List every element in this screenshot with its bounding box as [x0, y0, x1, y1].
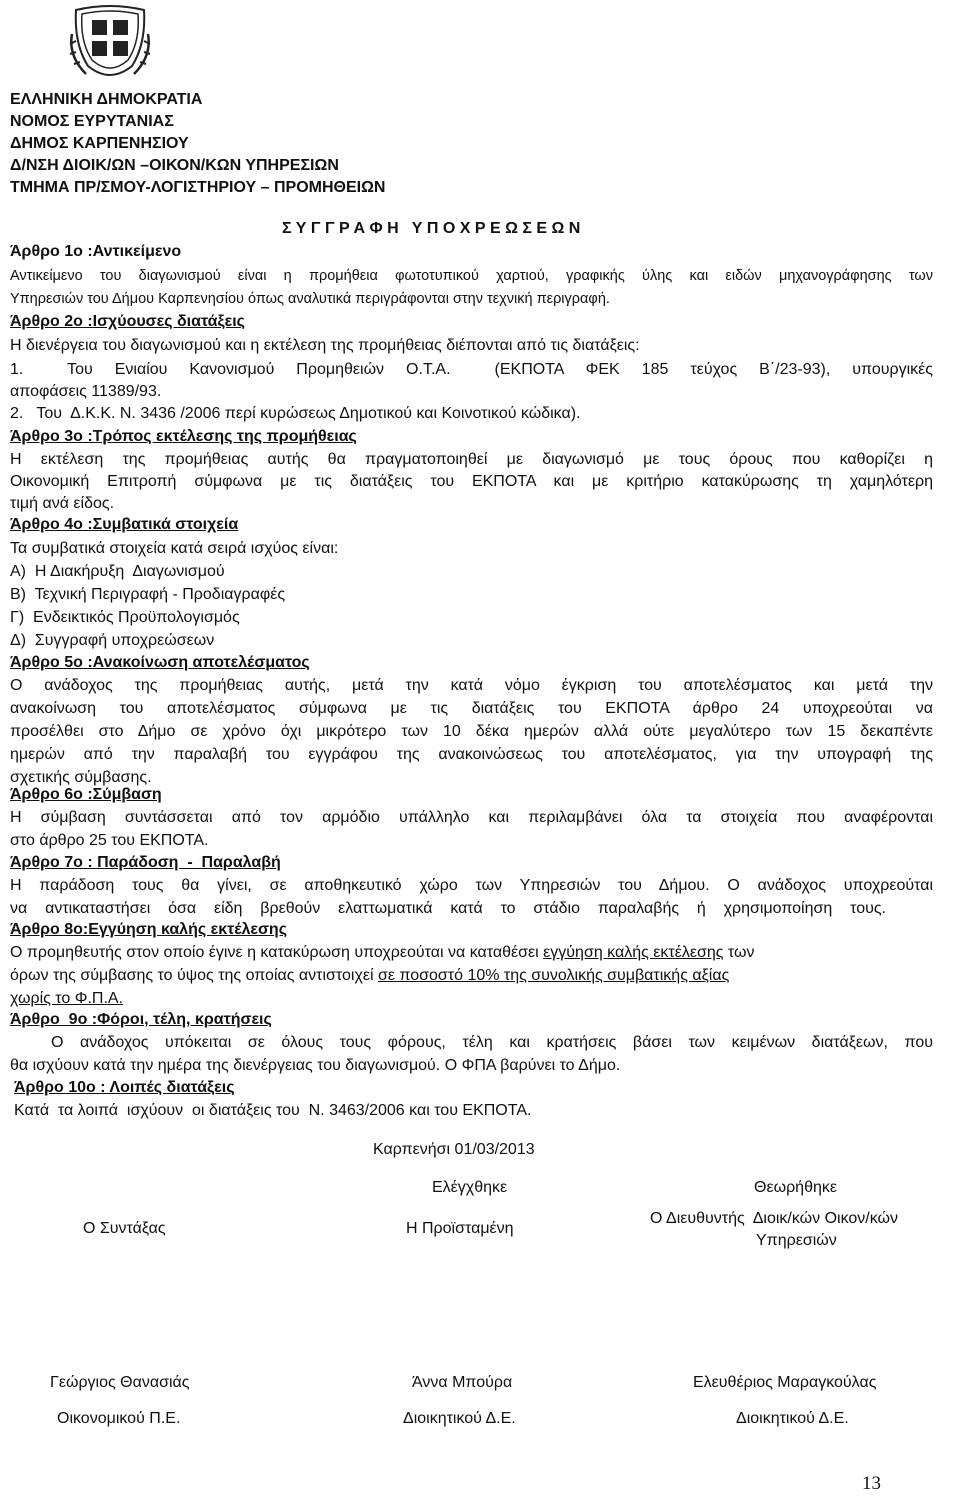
performance-guarantee-text: εγγύηση καλής εκτέλεσης: [543, 944, 724, 961]
article-8-line-1: [10, 944, 755, 962]
contract-item-c: Γ) Ενδεικτικός Προϋπολογισμός: [10, 609, 240, 626]
checked-caption: Ελέγχθηκε: [432, 1179, 508, 1196]
article-2-line-2: 1. Του Ενιαίου Κανονισμού Προμηθειών Ο.Τ.Α. (ΕΚΠΟΤΑ ΦΕΚ 185 τεύχος Β΄/23-93), υπουργικές: [10, 361, 933, 378]
header-line-1: ΕΛΛΗΝΙΚΗ ΔΗΜΟΚΡΑΤΙΑ: [10, 91, 203, 108]
article-5-line-2: ανακοίνωση του αποτελέσματος σύμφωνα με τις διατάξεις του ΕΚΠΟΤΑ άρθρο 24 υποχρεούται να: [10, 700, 933, 717]
article-6-line-1: Η σύμβαση συντάσσεται από τον αρμόδιο υπάλληλο και περιλαμβάνει όλα τα στοιχεία που αναφέρονται: [10, 809, 933, 826]
article-3-line-2: Οικονομική Επιτροπή σύμφωνα με τις διατάξεις του ΕΚΠΟΤΑ και με κριτήριο κατακύρωσης τη χαμηλότερη: [10, 473, 933, 490]
article-1-heading: Άρθρο 1ο :Αντικείμενο: [10, 243, 182, 260]
article-9-line-1: Ο ανάδοχος υπόκειται σε όλους τους φόρους, τέλη και κρατήσεις βάσει των κειμένων διατάξεων, που: [51, 1034, 933, 1051]
head-name: Άννα Μπούρα: [412, 1374, 513, 1391]
contract-item-b: Β) Τεχνική Περιγραφή - Προδιαγραφές: [10, 586, 286, 603]
header-line-5: ΤΜΗΜΑ ΠΡ/ΣΜΟΥ-ΛΟΓΙΣΤΗΡΙΟΥ – ΠΡΟΜΗΘΕΙΩΝ: [10, 179, 386, 196]
header-line-4: Δ/ΝΣΗ ΔΙΟΙΚ/ΩΝ –ΟΙΚΟΝ/ΚΩΝ ΥΠΗΡΕΣΙΩΝ: [10, 157, 339, 174]
director-role-line-2: Υπηρεσιών: [756, 1232, 837, 1249]
approved-caption: Θεωρήθηκε: [754, 1179, 837, 1196]
compiler-name: Γεώργιος Θανασιάς: [50, 1374, 190, 1391]
article-3-heading: Άρθρο 3ο :Τρόπος εκτέλεσης της προμήθειας: [10, 428, 357, 445]
contract-item-d: Δ) Συγγραφή υποχρεώσεων: [10, 632, 215, 649]
article-1-line-2: Υπηρεσιών του Δήμου Καρπενησίου όπως αναλυτικά περιγράφονται στην τεχνική περιγραφή.: [10, 291, 610, 307]
guarantee-percentage-text: σε ποσοστό 10% της συνολικής συμβατικής αξίας: [377, 967, 730, 984]
article-8-line-1-text: Ο προμηθευτής στον οποίο έγινε η κατακύρωση υποχρεούται να καταθέσει: [10, 944, 544, 961]
compiler-title: Οικονομικού Π.Ε.: [57, 1410, 181, 1427]
compiler-role: Ο Συντάξας: [83, 1220, 166, 1237]
article-9-line-2: θα ισχύουν κατά την ημέρα της διενέργειας του διαγωνισμού. Ο ΦΠΑ βαρύνει το Δήμο.: [10, 1057, 621, 1074]
article-7-line-1: Η παράδοση τους θα γίνει, σε αποθηκευτικό χώρο των Υπηρεσιών του Δήμου. Ο ανάδοχος υποχρεούται: [10, 877, 933, 894]
article-4-heading: Άρθρο 4ο :Συμβατικά στοιχεία: [10, 516, 239, 533]
page-number: 13: [862, 1473, 881, 1494]
article-4-line-1: Τα συμβατικά στοιχεία κατά σειρά ισχύος είναι:: [10, 540, 339, 557]
article-6-line-2: στο άρθρο 25 του ΕΚΠΟΤΑ.: [10, 832, 209, 849]
article-2-line-1: Η διενέργεια του διαγωνισμού και η εκτέλεση της προμήθειας διέπονται από τις διατάξεις:: [10, 337, 640, 354]
head-title: Διοικητικού Δ.Ε.: [403, 1410, 516, 1427]
article-3-line-1: Η εκτέλεση της προμήθειας αυτής θα πραγματοποιηθεί με διαγωνισμό με τους όρους που καθορίζει η: [10, 451, 933, 468]
article-5-line-3: προσέλθει στο Δήμο σε χρόνο όχι μικρότερο των 10 δέκα ημερών αλλά ούτε μεγαλύτερο των 15 δεκαπέντε: [10, 723, 933, 740]
article-8-line-2: [10, 967, 729, 985]
article-5-line-4: ημερών από την παραλαβή του εγγράφου της ανακοινώσεως του αποτελέσματος, για την υπογραφή της: [10, 746, 933, 763]
article-3-line-3: τιμή ανά είδος.: [10, 495, 115, 512]
article-8-line-1-tail: των: [723, 944, 755, 961]
article-2-line-3: αποφάσεις 11389/93.: [10, 383, 162, 400]
director-name: Ελευθέριος Μαραγκούλας: [693, 1374, 877, 1391]
article-5-line-5: σχετικής σύμβασης.: [10, 769, 152, 786]
article-10-heading: Άρθρο 10ο : Λοιπές διατάξεις: [14, 1079, 235, 1096]
article-7-line-2: να αντικαταστήσει όσα είδη βρεθούν ελαττωματικά κατά το στάδιο παραλαβής ή χρησιμοποίηση τους.: [10, 900, 886, 917]
contract-item-a: Α) Η Διακήρυξη Διαγωνισμού: [10, 563, 225, 580]
date-place: Καρπενήσι 01/03/2013: [373, 1141, 535, 1158]
head-role: Η Προϊσταμένη: [406, 1220, 514, 1237]
article-1-line-1: Αντικείμενο του διαγωνισμού είναι η προμήθεια φωτοτυπικού χαρτιού, γραφικής ύλης και ειδών μηχανογράφησης των: [10, 268, 933, 284]
article-8-line-3: χωρίς το Φ.Π.Α.: [10, 990, 124, 1007]
article-7-heading: Άρθρο 7ο : Παράδοση - Παραλαβή: [10, 854, 281, 871]
article-2-heading: Άρθρο 2ο :Ισχύουσες διατάξεις: [10, 313, 245, 330]
header-line-2: ΝΟΜΟΣ ΕΥΡΥΤΑΝΙΑΣ: [10, 113, 174, 130]
article-2-line-4: 2. Του Δ.Κ.Κ. Ν. 3436 /2006 περί κυρώσεως Δημοτικού και Κοινοτικού κώδικα).: [10, 405, 581, 422]
header-line-3: ΔΗΜΟΣ ΚΑΡΠΕΝΗΣΙΟΥ: [10, 135, 189, 152]
article-5-heading: Άρθρο 5ο :Ανακοίνωση αποτελέσματος: [10, 654, 310, 671]
article-6-heading: Άρθρο 6ο :Σύμβαση: [10, 786, 162, 803]
director-title: Διοικητικού Δ.Ε.: [736, 1410, 849, 1427]
article-8-heading: Άρθρο 8ο:Εγγύηση καλής εκτέλεσης: [10, 921, 288, 938]
document-title: Σ Υ Γ Γ Ρ Α Φ Η Υ Π Ο Χ Ρ Ε Ω Σ Ε Ω Ν: [282, 220, 581, 237]
director-role: Ο Διευθυντής Διοικ/κών Οικον/κών: [650, 1210, 899, 1227]
article-8-line-2-text: όρων της σύμβασης το ύψος της οποίας αντιστοιχεί: [10, 967, 378, 984]
article-9-heading: Άρθρο 9ο :Φόροι, τέλη, κρατήσεις: [10, 1011, 272, 1028]
article-5-line-1: Ο ανάδοχος της προμήθειας αυτής, μετά την κατά νόμο έγκριση του αποτελέσματος και μετά την: [10, 677, 933, 694]
article-10-line-1: Κατά τα λοιπά ισχύουν οι διατάξεις του Ν. 3463/2006 και του ΕΚΠΟΤΑ.: [14, 1102, 532, 1119]
greek-state-seal-icon: [66, 4, 154, 84]
